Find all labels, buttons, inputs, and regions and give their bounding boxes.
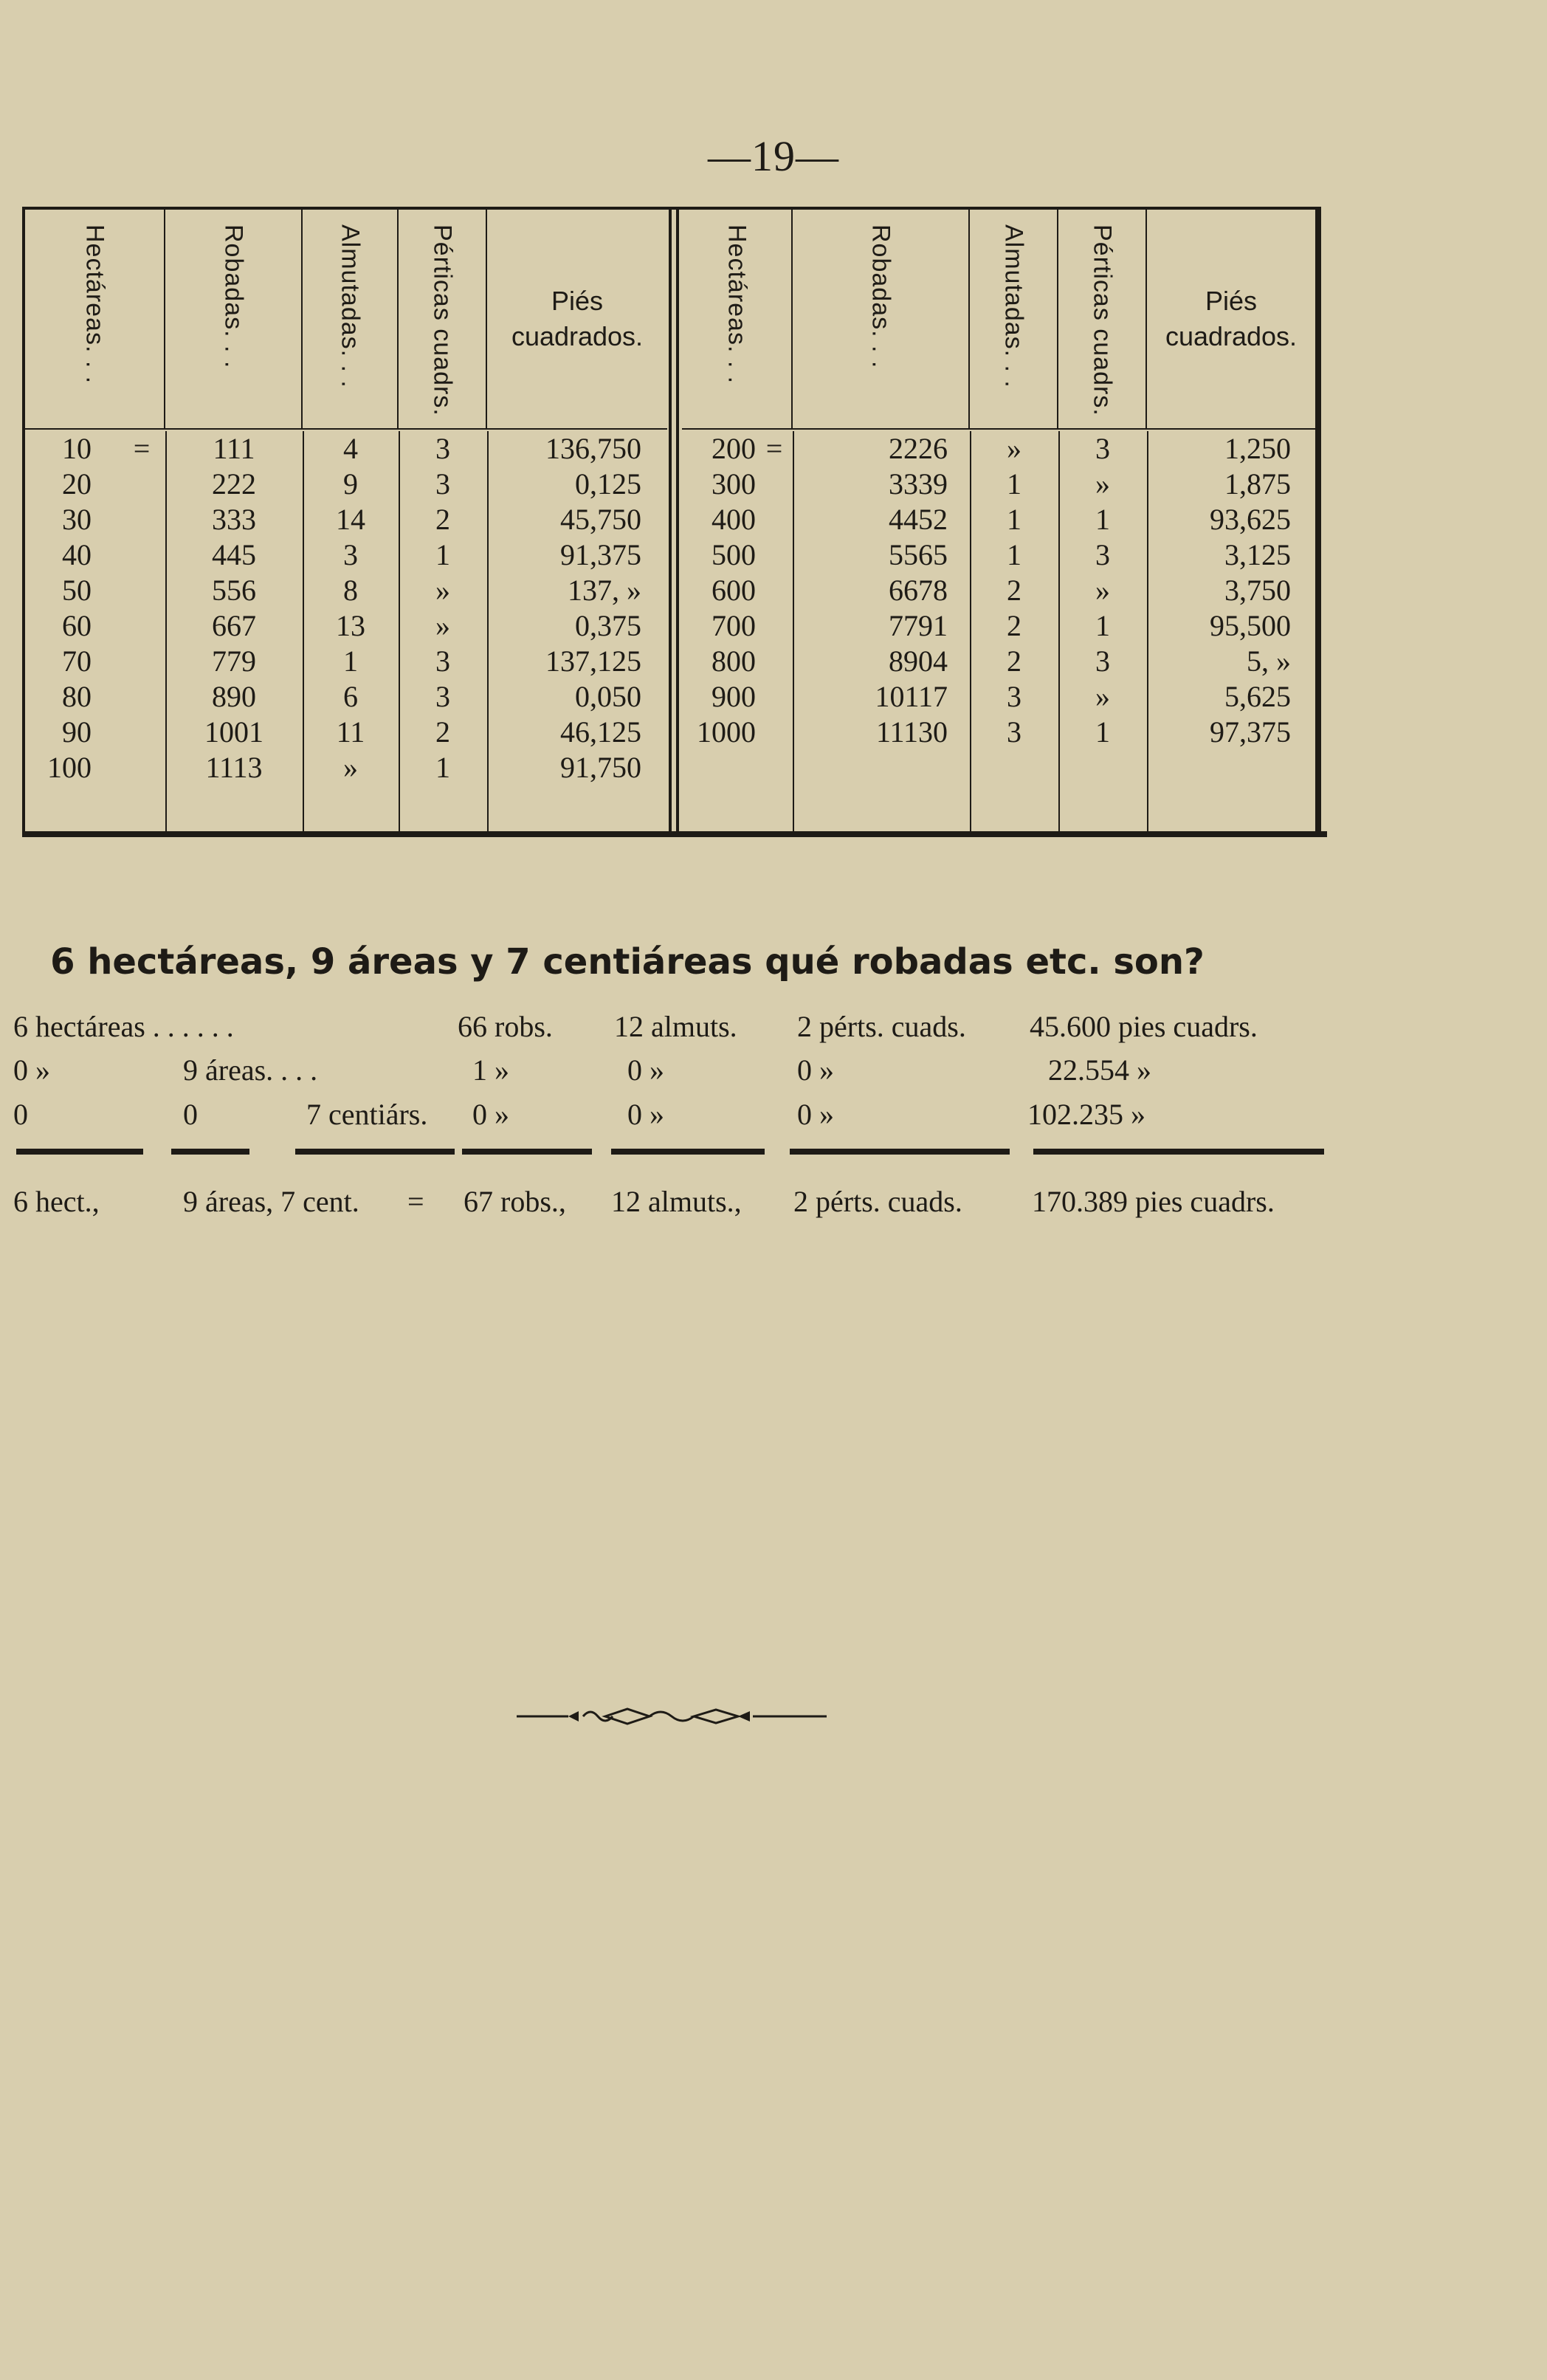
table-cell: » bbox=[435, 609, 450, 642]
ex-pies: 45.600 pies cuadrs. bbox=[1030, 1010, 1258, 1043]
total-almuts: 12 almuts., bbox=[611, 1185, 742, 1218]
total-pies: 170.389 pies cuadrs. bbox=[1032, 1185, 1275, 1218]
total-areas: 9 áreas, 7 cent. bbox=[183, 1185, 359, 1218]
table-cell: 3,750 bbox=[1224, 574, 1291, 607]
ex-robs: 66 robs. bbox=[458, 1010, 553, 1043]
table-row bbox=[25, 608, 667, 644]
total-robs: 67 robs., bbox=[464, 1185, 566, 1218]
table-cell: 6678 bbox=[889, 574, 948, 607]
table-cell: 333 bbox=[212, 503, 256, 536]
table-cell: 95,500 bbox=[1210, 609, 1291, 642]
table-cell: 13 bbox=[336, 609, 365, 642]
table-cell: 0,375 bbox=[575, 609, 641, 642]
ex-pies: 102.235 » bbox=[1027, 1098, 1145, 1131]
table-cell: 6 bbox=[343, 680, 358, 713]
table-row bbox=[682, 467, 1315, 502]
table-cell: 97,375 bbox=[1210, 715, 1291, 749]
header-label: Robadas. . . bbox=[219, 224, 248, 369]
table-cell: 1 bbox=[343, 644, 358, 678]
table-cell: 900 bbox=[712, 680, 756, 713]
table-cell: 0,125 bbox=[575, 467, 641, 501]
table-cell: 445 bbox=[212, 538, 256, 571]
table-cell: 2 bbox=[435, 715, 450, 749]
header-perticas bbox=[1058, 210, 1147, 428]
table-cell: 46,125 bbox=[560, 715, 641, 749]
table-cell: 14 bbox=[336, 503, 365, 536]
table-cell: 1 bbox=[1095, 503, 1110, 536]
table-cell: 40 bbox=[62, 538, 92, 571]
table-cell: 137, » bbox=[568, 574, 641, 607]
example-line bbox=[0, 1050, 1547, 1091]
ex-areas: 9 áreas. . . . bbox=[183, 1053, 318, 1087]
ex-almuts: 0 » bbox=[627, 1053, 664, 1087]
table-cell: 667 bbox=[212, 609, 256, 642]
table-row bbox=[682, 715, 1315, 750]
header-perticas bbox=[399, 210, 487, 428]
ex-almuts: 12 almuts. bbox=[614, 1010, 737, 1043]
ex-areas: 0 bbox=[183, 1098, 198, 1131]
table-cell: 2 bbox=[1007, 574, 1021, 607]
table-cell: 200 bbox=[712, 432, 756, 465]
table-cell: 500 bbox=[712, 538, 756, 571]
sum-rule bbox=[16, 1149, 143, 1155]
table-cell: 93,625 bbox=[1210, 503, 1291, 536]
table-cell: » bbox=[1007, 432, 1021, 465]
table-cell: 50 bbox=[62, 574, 92, 607]
table-cell: 100 bbox=[47, 751, 92, 784]
table-cell: 8904 bbox=[889, 644, 948, 678]
table-row bbox=[682, 608, 1315, 644]
table-cell: 136,750 bbox=[545, 432, 641, 465]
table-cell: 3 bbox=[435, 467, 450, 501]
table-cell: 1 bbox=[1095, 609, 1110, 642]
table-cell: 556 bbox=[212, 574, 256, 607]
table-cell: 1 bbox=[435, 751, 450, 784]
table-cell: 11 bbox=[336, 715, 365, 749]
page-number: —19— bbox=[708, 132, 839, 180]
header-label: Almutadas. . . bbox=[999, 224, 1028, 388]
table-cell: 222 bbox=[212, 467, 256, 501]
header-label: Pérticas cuadrs. bbox=[1088, 224, 1117, 416]
table-cell: 2 bbox=[435, 503, 450, 536]
table-row bbox=[25, 431, 667, 467]
table-cell: 111 bbox=[213, 432, 255, 465]
header-label: Piés cuadrados. bbox=[1165, 286, 1298, 351]
ex-perts: 2 pérts. cuads. bbox=[797, 1010, 966, 1043]
header-label: Piés cuadrados. bbox=[511, 286, 644, 351]
table-cell: 5,625 bbox=[1224, 680, 1291, 713]
example-line bbox=[0, 1094, 1547, 1135]
table-cell: 9 bbox=[343, 467, 358, 501]
header-label: Hectáreas. . . bbox=[723, 224, 751, 385]
table-row bbox=[25, 502, 667, 537]
column-divider bbox=[669, 210, 679, 831]
table-cell: 10117 bbox=[875, 680, 948, 713]
table-cell: 3 bbox=[1007, 680, 1021, 713]
table-cell: 1 bbox=[1095, 715, 1110, 749]
table-row bbox=[682, 431, 1315, 467]
ex-robs: 1 » bbox=[472, 1053, 509, 1087]
table-row bbox=[25, 750, 667, 785]
ex-hect: 0 » bbox=[13, 1053, 50, 1087]
table-row bbox=[25, 679, 667, 715]
table-right-half bbox=[682, 210, 1315, 831]
table-cell: 60 bbox=[62, 609, 92, 642]
table-cell: 4452 bbox=[889, 503, 948, 536]
example-line bbox=[0, 1006, 1547, 1048]
header-pies bbox=[487, 210, 667, 428]
sum-rule bbox=[790, 1149, 1010, 1155]
table-row bbox=[25, 537, 667, 573]
ex-hect: 0 bbox=[13, 1098, 28, 1131]
ex-cent: 7 centiárs. bbox=[306, 1098, 428, 1131]
sum-rule bbox=[295, 1149, 455, 1155]
table-cell: » bbox=[435, 574, 450, 607]
table-cell: » bbox=[1095, 574, 1110, 607]
header-hectareas bbox=[25, 210, 165, 428]
table-row bbox=[682, 537, 1315, 573]
table-left-half bbox=[25, 210, 667, 831]
table-cell: 1 bbox=[1007, 467, 1021, 501]
table-body-right bbox=[682, 431, 1315, 837]
total-equals: = bbox=[407, 1185, 424, 1218]
header-robadas bbox=[793, 210, 970, 428]
table-cell: 600 bbox=[712, 574, 756, 607]
table-cell: 0,050 bbox=[575, 680, 641, 713]
sum-rule bbox=[611, 1149, 765, 1155]
table-row bbox=[25, 467, 667, 502]
table-cell: 2226 bbox=[889, 432, 948, 465]
ex-hect: 6 hectáreas . . . . . . bbox=[13, 1010, 234, 1043]
ex-pies: 22.554 » bbox=[1048, 1053, 1151, 1087]
table-cell: 3,125 bbox=[1224, 538, 1291, 571]
table-cell: 890 bbox=[212, 680, 256, 713]
table-cell: 10 bbox=[62, 432, 92, 465]
table-cell: 300 bbox=[712, 467, 756, 501]
table-row bbox=[25, 715, 667, 750]
table-row bbox=[682, 644, 1315, 679]
table-cell: 5565 bbox=[889, 538, 948, 571]
table-cell: 1,875 bbox=[1224, 467, 1291, 501]
ornament-divider-icon bbox=[517, 1705, 827, 1727]
table-cell: 779 bbox=[212, 644, 256, 678]
table-cell: 3 bbox=[343, 538, 358, 571]
table-cell: 7791 bbox=[889, 609, 948, 642]
table-cell: 90 bbox=[62, 715, 92, 749]
table-cell: 4 bbox=[343, 432, 358, 465]
table-cell: 137,125 bbox=[545, 644, 641, 678]
table-cell: 3 bbox=[435, 680, 450, 713]
table-cell: 30 bbox=[62, 503, 92, 536]
table-cell: 11130 bbox=[875, 715, 948, 749]
table-cell: 70 bbox=[62, 644, 92, 678]
table-cell: 45,750 bbox=[560, 503, 641, 536]
ex-perts: 0 » bbox=[797, 1098, 834, 1131]
equals-sign: = bbox=[765, 432, 783, 465]
table-cell: 1 bbox=[1007, 538, 1021, 571]
table-cell: » bbox=[1095, 680, 1110, 713]
header-almutadas bbox=[303, 210, 399, 428]
table-cell: 3 bbox=[1007, 715, 1021, 749]
ex-perts: 0 » bbox=[797, 1053, 834, 1087]
header-robadas bbox=[165, 210, 303, 428]
table-cell: 400 bbox=[712, 503, 756, 536]
header-label: Robadas. . . bbox=[866, 224, 895, 369]
header-hectareas bbox=[682, 210, 793, 428]
sum-rule bbox=[1033, 1149, 1324, 1155]
table-cell: 700 bbox=[712, 609, 756, 642]
table-cell: 2 bbox=[1007, 609, 1021, 642]
table-cell: 1001 bbox=[204, 715, 263, 749]
total-hect: 6 hect., bbox=[13, 1185, 100, 1218]
table-cell: 1000 bbox=[697, 715, 756, 749]
table-cell: » bbox=[1095, 467, 1110, 501]
conversion-table bbox=[22, 207, 1321, 834]
equals-sign: = bbox=[133, 432, 151, 465]
table-cell: 8 bbox=[343, 574, 358, 607]
table-header-row bbox=[682, 210, 1315, 430]
table-row bbox=[682, 502, 1315, 537]
table-row bbox=[25, 573, 667, 608]
ex-almuts: 0 » bbox=[627, 1098, 664, 1131]
example-question: 6 hectáreas, 9 áreas y 7 centiáreas qué robadas etc. son? bbox=[50, 941, 1205, 983]
header-label: Pérticas cuadrs. bbox=[428, 224, 457, 416]
table-header-row bbox=[25, 210, 667, 430]
table-cell: 91,375 bbox=[560, 538, 641, 571]
table-cell: 1113 bbox=[205, 751, 263, 784]
sum-rule bbox=[462, 1149, 592, 1155]
table-cell: 1 bbox=[435, 538, 450, 571]
table-cell: 91,750 bbox=[560, 751, 641, 784]
total-perts: 2 pérts. cuads. bbox=[793, 1185, 962, 1218]
header-label: Hectáreas. . . bbox=[80, 224, 109, 385]
table-cell: 2 bbox=[1007, 644, 1021, 678]
sum-rule bbox=[171, 1149, 249, 1155]
table-row bbox=[682, 573, 1315, 608]
table-cell: 3 bbox=[1095, 538, 1110, 571]
table-cell: 80 bbox=[62, 680, 92, 713]
table-cell: 20 bbox=[62, 467, 92, 501]
table-cell: 3339 bbox=[889, 467, 948, 501]
table-cell: 3 bbox=[1095, 644, 1110, 678]
table-cell: 1,250 bbox=[1224, 432, 1291, 465]
table-row bbox=[25, 644, 667, 679]
ex-robs: 0 » bbox=[472, 1098, 509, 1131]
header-label: Almutadas. . . bbox=[336, 224, 365, 388]
table-cell: 5, » bbox=[1247, 644, 1291, 678]
table-row bbox=[682, 679, 1315, 715]
table-cell: 3 bbox=[435, 432, 450, 465]
header-almutadas bbox=[970, 210, 1058, 428]
table-cell: 800 bbox=[712, 644, 756, 678]
table-cell: 1 bbox=[1007, 503, 1021, 536]
header-pies bbox=[1147, 210, 1315, 428]
table-cell: 3 bbox=[435, 644, 450, 678]
table-body-left bbox=[25, 431, 667, 837]
table-bottom-rule bbox=[22, 831, 1327, 837]
example-total bbox=[0, 1181, 1547, 1222]
table-cell: 3 bbox=[1095, 432, 1110, 465]
table-cell: » bbox=[343, 751, 358, 784]
